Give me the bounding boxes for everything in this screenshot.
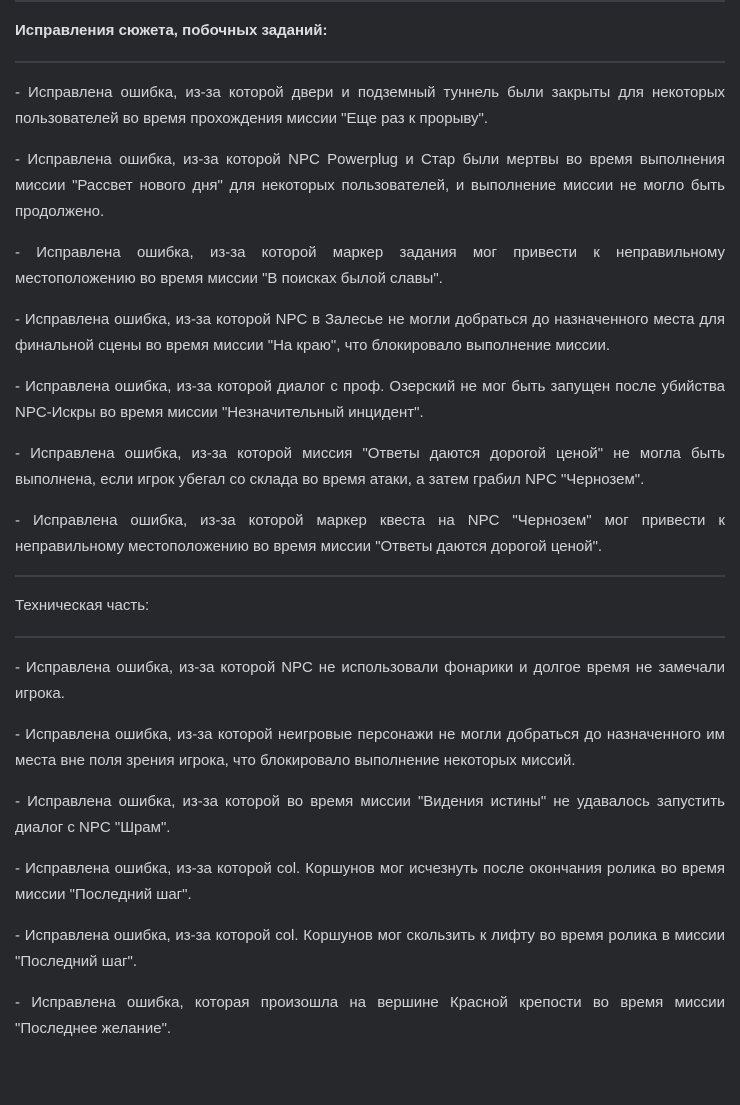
list-item: - Исправлена ошибка, из-за которой маркер квеста на NPC "Чернозем" мог привести к неправильному местоположению во время миссии "Ответы даются дорогой ценой". xyxy=(15,512,725,555)
divider xyxy=(15,636,725,638)
list-item: - Исправлена ошибка, из-за которой неигровые персонажи не могли добраться до назначенного им места вне поля зрения игрока, что блокировало выполнение некоторых миссий. xyxy=(15,726,725,769)
list-item: - Исправлена ошибка, из-за которой миссия "Ответы даются дорогой ценой" не могла быть выполнена, если игрок убегал со склада во время атаки, а затем грабил NPC "Чернозем". xyxy=(15,445,725,488)
section-heading-technical: Техническая часть: xyxy=(15,597,150,614)
list-item: - Исправлена ошибка, из-за которой col. Коршунов мог скользить к лифту во время ролика в миссии "Последний шаг". xyxy=(15,927,725,970)
list-item: - Исправлена ошибка, из-за которой NPC Powerplug и Стар были мертвы во время выполнения миссии "Рассвет нового дня" для некоторых пользователей, и выполнение миссии не могло быть продолжено. xyxy=(15,151,725,220)
section-heading-story: Исправления сюжета, побочных заданий: xyxy=(15,22,328,39)
list-item: - Исправлена ошибка, из-за которой NPC не использовали фонарики и долгое время не замечали игрока. xyxy=(15,659,725,702)
divider xyxy=(15,575,725,577)
list-item: - Исправлена ошибка, из-за которой маркер задания мог привести к неправильному местоположению во время миссии "В поисках былой славы". xyxy=(15,244,725,287)
list-item: - Исправлена ошибка, из-за которой двери и подземный туннель были закрыты для некоторых пользователей во время прохождения миссии "Еще раз к прорыву". xyxy=(15,84,725,127)
list-item: - Исправлена ошибка, из-за которой во время миссии "Видения истины" не удавалось запустить диалог с NPC "Шрам". xyxy=(15,793,725,836)
divider xyxy=(15,0,725,2)
list-item: - Исправлена ошибка, из-за которой NPC в Залесье не могли добраться до назначенного места для финальной сцены во время миссии "На краю", что блокировало выполнение миссии. xyxy=(15,311,725,354)
divider xyxy=(15,61,725,63)
list-item: - Исправлена ошибка, из-за которой col. Коршунов мог исчезнуть после окончания ролика во время миссии "Последний шаг". xyxy=(15,860,725,903)
list-item: - Исправлена ошибка, из-за которой диалог с проф. Озерский не мог быть запущен после убийства NPC-Искры во время миссии "Незначительный инцидент". xyxy=(15,378,725,421)
list-item: - Исправлена ошибка, которая произошла на вершине Красной крепости во время миссии "Последнее желание". xyxy=(15,994,725,1037)
patch-notes xyxy=(15,0,725,1057)
